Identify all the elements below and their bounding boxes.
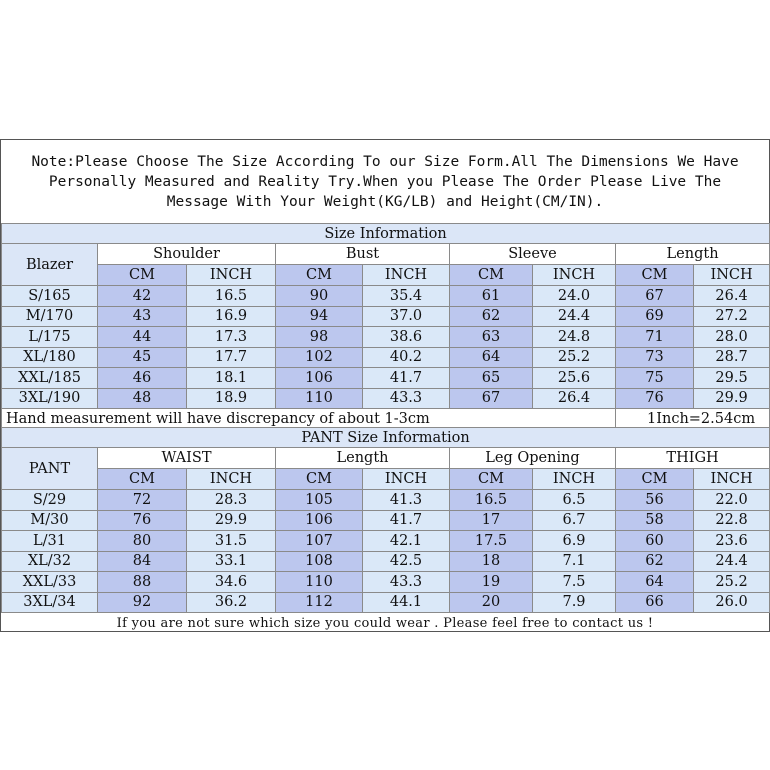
unit-inch-header: INCH [533,265,616,286]
size-label: 3XL/34 [2,592,98,613]
cm-value-cell: 16.5 [450,490,533,511]
cm-value-cell: 105 [276,490,363,511]
inch-value-cell: 35.4 [363,286,450,307]
size-row [2,572,770,593]
size-label: S/29 [2,490,98,511]
size-row [2,306,770,327]
cm-value-cell: 45 [98,347,187,368]
inch-value-cell: 28.3 [187,490,276,511]
unit-inch-header: INCH [533,469,616,490]
unit-cm-header: CM [616,265,694,286]
size-row [2,327,770,348]
cm-value-cell: 63 [450,327,533,348]
pant-rows [2,490,770,613]
cm-value-cell: 42 [98,286,187,307]
size-label: XL/180 [2,347,98,368]
size-row [2,551,770,572]
cm-value-cell: 80 [98,531,187,552]
cm-value-cell: 110 [276,388,363,409]
inch-value-cell: 24.0 [533,286,616,307]
cm-value-cell: 17 [450,510,533,531]
blazer-corner-label: Blazer [2,244,98,286]
group-header: THIGH [616,448,770,469]
cm-value-cell: 72 [98,490,187,511]
cm-value-cell: 56 [616,490,694,511]
inch-value-cell: 40.2 [363,347,450,368]
cm-value-cell: 44 [98,327,187,348]
size-row [2,510,770,531]
unit-inch-header: INCH [363,469,450,490]
discrepancy-notice: Hand measurement will have discrepancy of about 1-3cm [2,409,616,430]
cm-value-cell: 112 [276,592,363,613]
cm-value-cell: 88 [98,572,187,593]
inch-value-cell: 26.4 [533,388,616,409]
pant-table-title: PANT Size Information [2,428,770,448]
cm-value-cell: 69 [616,306,694,327]
unit-cm-header: CM [616,469,694,490]
contact-footer: If you are not sure which size you could wear . Please feel free to contact us ! [1,612,769,633]
size-label: XXL/33 [2,572,98,593]
inch-value-cell: 31.5 [187,531,276,552]
cm-value-cell: 94 [276,306,363,327]
inch-value-cell: 29.9 [694,388,770,409]
cm-value-cell: 58 [616,510,694,531]
pant-group-header-row [2,448,770,469]
unit-cm-header: CM [450,469,533,490]
group-header: Sleeve [450,244,616,265]
pant-unit-row [2,469,770,490]
pant-corner-label: PANT [2,448,98,490]
inch-value-cell: 25.2 [533,347,616,368]
group-header: Length [616,244,770,265]
note-line: Message With Your Weight(KG/LB) and Height(CM/IN). [166,193,604,210]
size-row [2,388,770,409]
cm-value-cell: 17.5 [450,531,533,552]
inch-value-cell: 34.6 [187,572,276,593]
cm-value-cell: 108 [276,551,363,572]
inch-value-cell: 26.0 [694,592,770,613]
inch-value-cell: 16.9 [187,306,276,327]
size-row [2,368,770,389]
cm-value-cell: 64 [450,347,533,368]
blazer-group-header-row [2,244,770,265]
unit-inch-header: INCH [694,265,770,286]
inch-value-cell: 17.7 [187,347,276,368]
inch-value-cell: 18.9 [187,388,276,409]
size-label: S/165 [2,286,98,307]
group-header: Shoulder [98,244,276,265]
cm-value-cell: 62 [450,306,533,327]
inch-value-cell: 41.3 [363,490,450,511]
inch-value-cell: 6.7 [533,510,616,531]
inch-value-cell: 16.5 [187,286,276,307]
cm-value-cell: 20 [450,592,533,613]
cm-value-cell: 90 [276,286,363,307]
cm-value-cell: 102 [276,347,363,368]
inch-value-cell: 25.2 [694,572,770,593]
unit-cm-header: CM [98,469,187,490]
size-row [2,490,770,511]
cm-value-cell: 75 [616,368,694,389]
note-line: Personally Measured and Reality Try.When you Please The Order Please Live The [48,173,722,190]
cm-value-cell: 43 [98,306,187,327]
size-label: M/170 [2,306,98,327]
cm-value-cell: 92 [98,592,187,613]
inch-value-cell: 36.2 [187,592,276,613]
unit-inch-header: INCH [694,469,770,490]
size-label: L/31 [2,531,98,552]
size-row [2,592,770,613]
blazer-rows [2,286,770,409]
cm-value-cell: 110 [276,572,363,593]
inch-value-cell: 43.3 [363,572,450,593]
inch-value-cell: 7.1 [533,551,616,572]
inch-value-cell: 42.1 [363,531,450,552]
group-header: Bust [276,244,450,265]
inch-value-cell: 28.0 [694,327,770,348]
group-header: Leg Opening [450,448,616,469]
size-label: XXL/185 [2,368,98,389]
inch-value-cell: 41.7 [363,510,450,531]
size-row [2,531,770,552]
cm-value-cell: 106 [276,510,363,531]
size-row [2,286,770,307]
size-label: L/175 [2,327,98,348]
inch-value-cell: 24.8 [533,327,616,348]
cm-value-cell: 48 [98,388,187,409]
inch-value-cell: 23.6 [694,531,770,552]
cm-value-cell: 46 [98,368,187,389]
size-row [2,347,770,368]
inch-value-cell: 29.9 [187,510,276,531]
inch-conversion-note: 1Inch=2.54cm [616,409,770,430]
unit-cm-header: CM [276,265,363,286]
unit-inch-header: INCH [187,265,276,286]
cm-value-cell: 66 [616,592,694,613]
cm-value-cell: 65 [450,368,533,389]
cm-value-cell: 71 [616,327,694,348]
cm-value-cell: 67 [450,388,533,409]
inch-value-cell: 18.1 [187,368,276,389]
inch-value-cell: 33.1 [187,551,276,572]
inch-value-cell: 29.5 [694,368,770,389]
inch-value-cell: 17.3 [187,327,276,348]
cm-value-cell: 19 [450,572,533,593]
inch-value-cell: 28.7 [694,347,770,368]
unit-inch-header: INCH [363,265,450,286]
inch-value-cell: 37.0 [363,306,450,327]
cm-value-cell: 98 [276,327,363,348]
blazer-size-table [1,223,770,430]
inch-value-cell: 22.8 [694,510,770,531]
inch-value-cell: 24.4 [694,551,770,572]
unit-cm-header: CM [450,265,533,286]
inch-value-cell: 6.9 [533,531,616,552]
blazer-table-title: Size Information [2,224,770,244]
cm-value-cell: 64 [616,572,694,593]
size-label: 3XL/190 [2,388,98,409]
inch-value-cell: 27.2 [694,306,770,327]
cm-value-cell: 106 [276,368,363,389]
group-header: Length [276,448,450,469]
inch-value-cell: 43.3 [363,388,450,409]
unit-cm-header: CM [276,469,363,490]
inch-value-cell: 22.0 [694,490,770,511]
unit-cm-header: CM [98,265,187,286]
inch-value-cell: 41.7 [363,368,450,389]
cm-value-cell: 73 [616,347,694,368]
size-label: XL/32 [2,551,98,572]
note-line: Note:Please Choose The Size According To our Size Form.All The Dimensions We Have [31,153,739,170]
cm-value-cell: 84 [98,551,187,572]
inch-value-cell: 24.4 [533,306,616,327]
inch-value-cell: 44.1 [363,592,450,613]
cm-value-cell: 76 [616,388,694,409]
inch-value-cell: 7.5 [533,572,616,593]
cm-value-cell: 60 [616,531,694,552]
cm-value-cell: 76 [98,510,187,531]
cm-value-cell: 67 [616,286,694,307]
inch-value-cell: 26.4 [694,286,770,307]
note-text [1,140,769,223]
cm-value-cell: 62 [616,551,694,572]
group-header: WAIST [98,448,276,469]
inch-value-cell: 42.5 [363,551,450,572]
blazer-unit-row [2,265,770,286]
pant-size-table [1,427,770,613]
inch-value-cell: 6.5 [533,490,616,511]
cm-value-cell: 18 [450,551,533,572]
size-label: M/30 [2,510,98,531]
unit-inch-header: INCH [187,469,276,490]
cm-value-cell: 61 [450,286,533,307]
inch-value-cell: 7.9 [533,592,616,613]
size-chart [0,139,770,632]
cm-value-cell: 107 [276,531,363,552]
inch-value-cell: 25.6 [533,368,616,389]
inch-value-cell: 38.6 [363,327,450,348]
